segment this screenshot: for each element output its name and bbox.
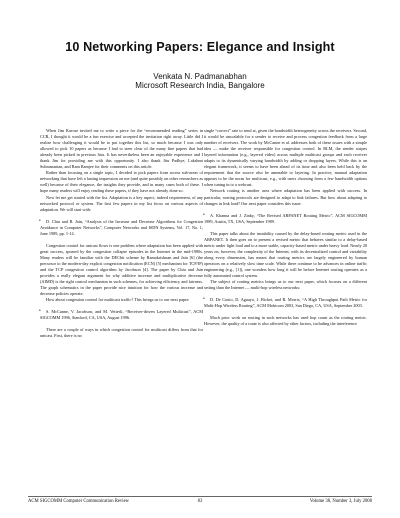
paragraph: The subject of routing metrics brings us to our next paper, which focuses on a different setting than the Internet — multi-hop wireless networks: — [204, 279, 367, 291]
reference-item — [40, 219, 203, 237]
footer-divider — [28, 496, 372, 497]
page-title: 10 Networking Papers: Elegance and Insight — [65, 40, 335, 54]
page-number: 83 — [197, 499, 203, 504]
paragraph: Network routing is another area where adaptation has been applied with success. In particular, routing protocols are designed to adapt to link failures. But how about adapting to changes in link load? Our next paper considers this issue: — [204, 188, 367, 206]
paragraph: single “correct” rate to send at, given the bandwidth heterogeneity across the receivers. Second, it would be unscalable for a sender to receive and process congestion feedback from a large number of receivers. The work by McCanne et al. addresses both of these issues with a simple idea — make the receiver responsible for congestion control. In RLM, the sender stripes layered information (e.g., layered video) across multiple multicast groups and each receiver adapts to its dynamically varying bandwidth by adding or dropping layers. While this is an elegant framework, it seems to have been ahead of its time and also been held back by the requirement that the source also be amenable to layering. In practice, manual adaptation appears to be the norm for multicast, e.g., with users choosing from a few bandwidth options when tuning in to a webcast. — [204, 128, 367, 188]
right-column — [204, 128, 367, 327]
reference-item — [40, 309, 203, 321]
paragraph: This paper talks about the instability caused by the delay-based routing metric used in the ARPANET. It then goes on to present a revised metric that behaves similar to a delay-based metric under light load and to a more stable, capacity-based metric under heavy load. Nearly 20 years on, however, the complexity of the Internet, with its decentralized control and variability along every dimension, has meant that routing metrics are largely engineered by human operators on a relatively slow time scale. While there continue to be advances in online traffic engineering (e.g., [1]), one wonders how long it will be before Internet routing operates as a fully automated control system. — [204, 230, 367, 279]
reference-text: A. Khanna and J. Zinky, “The Revised ARPANET Routing Metric”, ACM SIGCOMM 1989, Austin, TX, USA, September 1989. — [204, 212, 367, 224]
bullet-icon: • — [39, 218, 41, 224]
footer-volume: Volume 38, Number 3, July 2008 — [309, 499, 372, 504]
reference-item — [204, 213, 367, 225]
author-name: Venkata N. Padmanabhan — [153, 72, 247, 81]
reference-text: D. Chiu and R. Jain, “Analysis of the Increase and Decrease Algorithms for Congestion Avoidance in Computer Networks”, Computer Networks and ISDN Systems, Vol. 17, No. 1, June 1989, pp. 1-14. — [40, 218, 203, 236]
left-column — [40, 128, 203, 339]
paragraph: Congestion control for unicast flows is one problem where adaptation has been applied with great success, spurred by the congestion collapse episodes in the Internet in the mid-1980s. Many readers will be familiar with the DECbit scheme by Ramakrishnan and Jain [6] (the precursor to the modern-day explicit congestion notification (ECN) [5] mechanism for TCP/IP) and the TCP congestion control algorithm by Jacobson [4]. The paper by Chiu and Jain provides a really elegant argument for why additive increase and multiplicative decrease (AIMD) is the right control mechanism in such schemes, for achieving efficiency and fairness. The graph schematics in the paper provide nice intuition for how the various increase and decrease policies operate. — [40, 242, 203, 297]
paragraph: There are a couple of ways in which congestion control for multicast differs from that for unicast. First, there is no — [40, 327, 203, 339]
paragraph: Rather than focusing on a single topic, I decided to pick papers from across sub-areas of networking that have left a lasting impression on me (and quite possibly on other researchers as well) because of their elegance, the insights they provide, and in many cases both of these. I hope many readers will enjoy reading these papers, if they have not already done so. — [40, 170, 203, 194]
bullet-icon: • — [39, 309, 41, 315]
reference-item — [204, 297, 367, 309]
bullet-icon: • — [203, 297, 205, 303]
footer-journal: ACM SIGCOMM Computer Communication Review — [28, 499, 130, 504]
paragraph: When Jim Kurose invited me to write a piece for the “recommended reading” series in CCR, I thought it would be a fun exercise and accepted the invitation right away. Little did I realize how challenging it would be to put together this list, so much because I was only allowed to pick 10 papers as because I had to steer clear of the many fine papers that had already been picked in previous lists. It has nevertheless been an enjoyable experience and I thank Jim for providing me with this opportunity. I also thank Jitu Padhye, Lakshmi Subramanian, and Ram Ramjee for their comments on this article. — [40, 128, 203, 170]
author-block — [0, 72, 400, 90]
reference-text: D. De Couto, D. Aguayo, J. Bicket, and R. Morris, “A High Throughput Path Metric for Multi-Hop Wireless Routing”, ACM Mobicom 2003, San Diego, CA, USA, September 2003. — [204, 297, 367, 309]
paragraph: Now let me get started with the list. Adaptation is a key aspect, indeed requirement, of any networked protocol or system. The first few papers in my list focus on various aspects of adaptation. We will start with: — [40, 194, 203, 212]
reference-text: S. McCanne, V. Jacobson, and M. Vetterli, “Receiver-driven Layered Multicast”, ACM SIGCOMM 1996, Stanford, CA, USA, August 1996. — [40, 309, 203, 321]
bullet-icon: • — [203, 212, 205, 218]
paragraph: Much prior work on routing in such networks has used hop count as the routing metric. However, the quality of a route is also affected by other factors, including the interference — [204, 315, 367, 327]
paragraph: How about congestion control for multicast traffic? This brings us to our next paper: — [46, 297, 190, 303]
author-affiliation: Microsoft Research India, Bangalore — [135, 81, 265, 90]
